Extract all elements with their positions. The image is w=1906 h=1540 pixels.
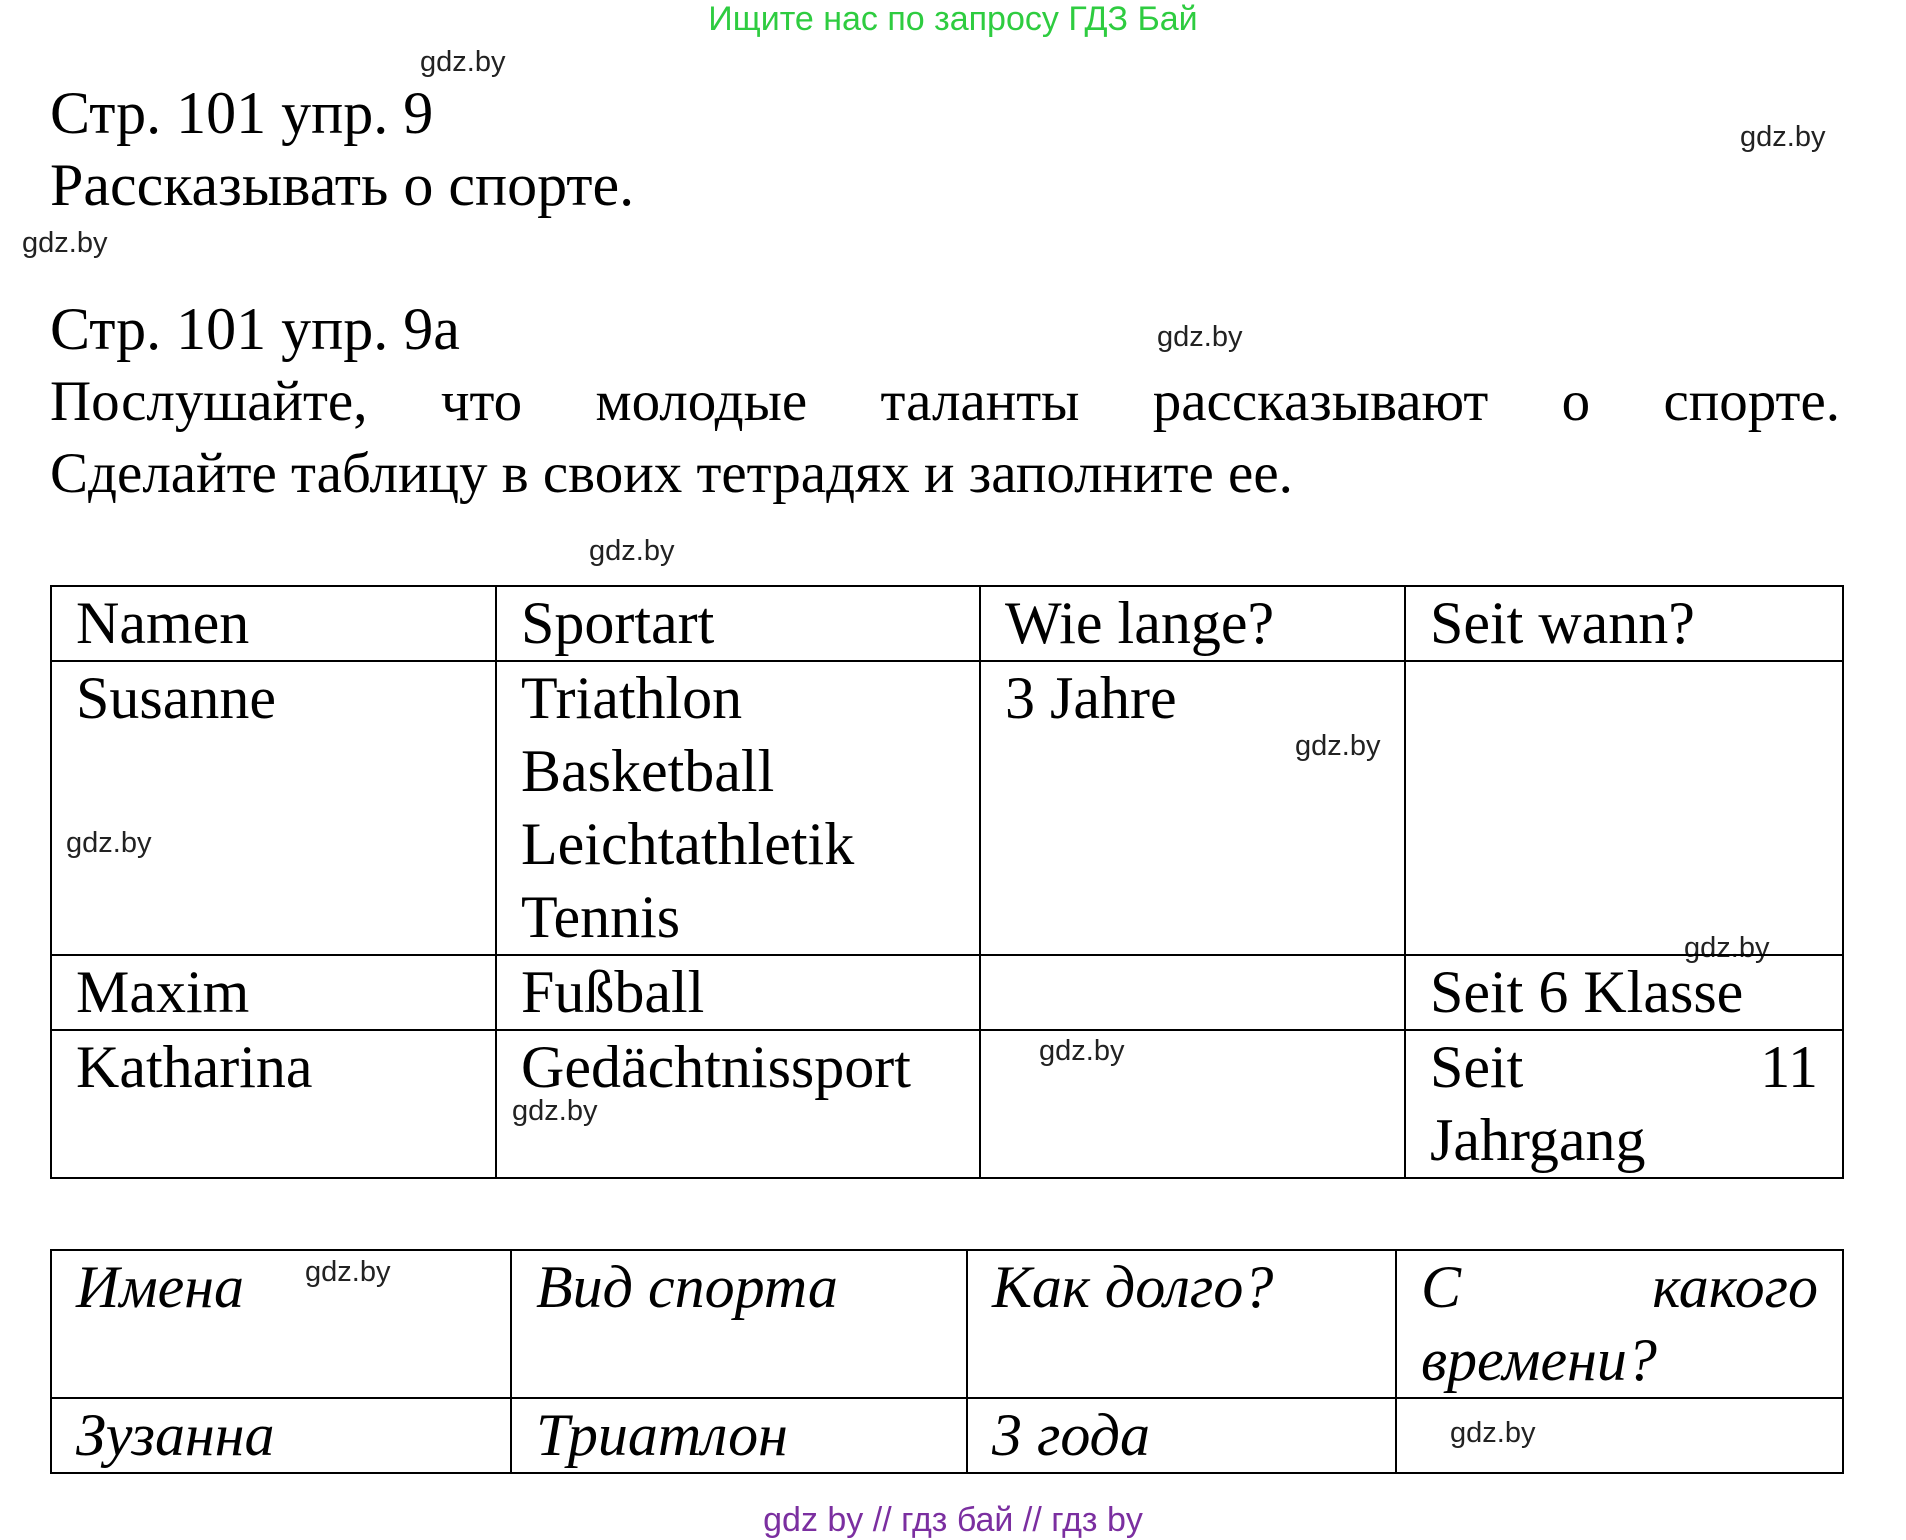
exercise-heading: Стр. 101 упр. 9 xyxy=(50,80,434,146)
table-cell: Katharina xyxy=(51,1030,496,1178)
table-header-cell: Как долго? xyxy=(967,1250,1396,1398)
table-cell: 3 Jahre xyxy=(980,661,1405,955)
table-cell: Gedächtnissport xyxy=(496,1030,980,1178)
table-header-cell: Seit wann? xyxy=(1405,586,1843,661)
watermark: gdz.by xyxy=(1450,1417,1536,1449)
table-header-cell: Sportart xyxy=(496,586,980,661)
table-cell xyxy=(496,661,980,955)
since-number: 11 xyxy=(1760,1034,1818,1100)
table-cell xyxy=(1405,661,1843,955)
table-cell: Susanne xyxy=(51,661,496,955)
watermark: gdz.by xyxy=(512,1095,598,1127)
table-de xyxy=(50,585,1844,1179)
sport-item: Basketball xyxy=(521,738,775,804)
table-header-row xyxy=(51,1250,1843,1398)
exercise-text: Рассказывать о спорте. xyxy=(50,152,635,218)
table-cell: 3 года xyxy=(967,1398,1396,1473)
table-header-cell: Wie lange? xyxy=(980,586,1405,661)
table-header-cell: Вид спорта xyxy=(511,1250,967,1398)
table-cell: Триатлон xyxy=(511,1398,967,1473)
table-ru xyxy=(50,1249,1844,1474)
table-row xyxy=(51,1398,1843,1473)
table-header-cell: Namen xyxy=(51,586,496,661)
table-cell xyxy=(980,1030,1405,1178)
watermark: gdz.by xyxy=(305,1256,391,1288)
instructions-line: Сделайте таблицу в своих тетрадях и заполните ее. xyxy=(50,442,1293,505)
header-word: какого xyxy=(1652,1254,1818,1320)
watermark: gdz.by xyxy=(1740,121,1826,153)
watermark: gdz.by xyxy=(22,227,108,259)
table-cell xyxy=(1396,1398,1843,1473)
table-row xyxy=(51,1030,1843,1178)
table-row xyxy=(51,661,1843,955)
watermark: gdz.by xyxy=(589,535,675,567)
watermark: gdz.by xyxy=(1157,321,1243,353)
header-line xyxy=(1421,1251,1842,1324)
watermark: gdz.by xyxy=(1295,730,1381,762)
table-cell xyxy=(1405,1030,1843,1178)
table-cell xyxy=(980,955,1405,1030)
watermark: gdz.by xyxy=(66,827,152,859)
table-cell: Maxim xyxy=(51,955,496,1030)
table-header-row xyxy=(51,586,1843,661)
table-cell: Зузанна xyxy=(51,1398,511,1473)
top-banner: Ищите нас по запросу ГДЗ Бай xyxy=(708,0,1198,38)
table-header-cell xyxy=(1396,1250,1843,1398)
table-header-cell: Имена xyxy=(51,1250,511,1398)
exercise-heading: Стр. 101 упр. 9а xyxy=(50,296,460,362)
watermark: gdz.by xyxy=(1039,1035,1125,1067)
since-word: Seit xyxy=(1430,1034,1524,1100)
table-cell: Seit 6 Klasse xyxy=(1405,955,1843,1030)
exercise-instructions xyxy=(50,366,1840,510)
since-line xyxy=(1430,1031,1842,1104)
instructions-line: Послушайте, что молодые таланты рассказывают о спорте. xyxy=(50,370,1840,433)
watermark: gdz.by xyxy=(1684,932,1770,964)
header-word: С xyxy=(1421,1254,1462,1320)
table-row xyxy=(51,955,1843,1030)
table-cell: Fußball xyxy=(496,955,980,1030)
sport-item: Tennis xyxy=(521,884,681,950)
header-line: времени? xyxy=(1421,1327,1657,1393)
footer: gdz by // гдз бай // гдз by xyxy=(763,1501,1143,1539)
sport-item: Leichtathletik xyxy=(521,811,855,877)
sport-item: Triathlon xyxy=(521,665,743,731)
since-line: Jahrgang xyxy=(1430,1107,1646,1173)
watermark: gdz.by xyxy=(420,46,506,78)
